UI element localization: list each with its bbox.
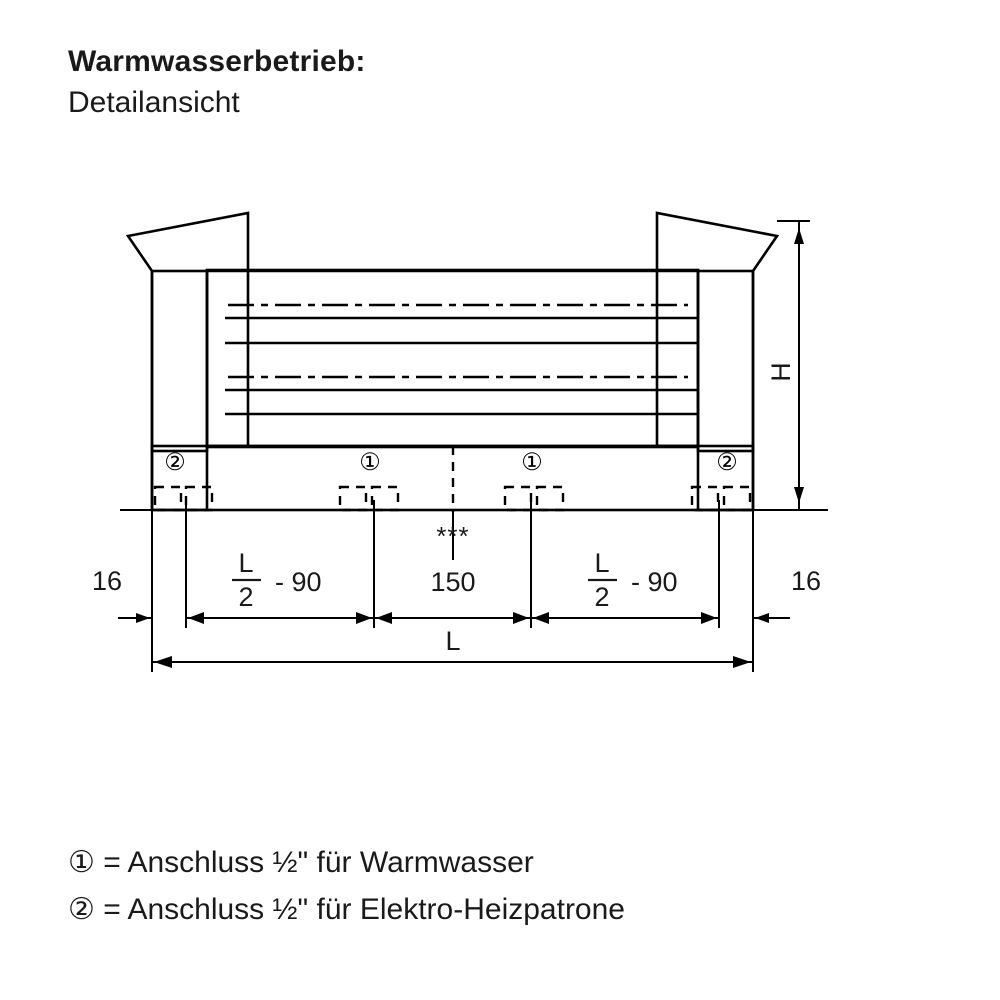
legend-item-2 [68, 887, 968, 934]
legend-marker-1: ① [68, 846, 95, 879]
label-segment-left-numerator: L [238, 548, 254, 578]
dim-seg-right-arrow-start [533, 612, 549, 624]
label-edge-right: 16 [790, 566, 822, 596]
marker-inner-left: ① [359, 449, 381, 476]
dim-16-left-arrow [136, 613, 150, 623]
label-segment-right-suffix: - 90 [631, 567, 678, 597]
dimension-row-segments [118, 612, 790, 624]
total-length-arrow-right [733, 656, 751, 668]
port-outer-left [155, 487, 212, 510]
height-label: H [766, 362, 796, 382]
label-segment-right-denominator: 2 [594, 582, 610, 612]
label-segment-left [232, 548, 322, 612]
dim-seg-center-arrow-start [376, 612, 392, 624]
marker-outer-right: ② [716, 449, 738, 476]
marker-inner-right: ① [521, 449, 543, 476]
total-length-arrow-left [154, 656, 172, 668]
label-segment-left-denominator: 2 [238, 582, 254, 612]
legend-marker-2: ② [68, 892, 95, 926]
label-segment-center: 150 [430, 567, 476, 597]
port-outer-right [692, 487, 750, 510]
dim-seg-right-arrow-end [701, 612, 717, 624]
dim-16-right-arrow [755, 613, 769, 623]
height-arrow-bottom [794, 487, 804, 503]
legend-text-2: = Anschluss ½" für Elektro-Heizpatrone [103, 892, 625, 926]
inner-panel-rect [207, 270, 698, 447]
label-center-note: *** [436, 521, 470, 551]
height-arrow-top [794, 228, 804, 244]
page-title: Warmwasserbetrieb: [68, 45, 366, 78]
legend-text-1: = Anschluss ½" für Warmwasser [103, 846, 534, 879]
body-right-column [698, 271, 753, 451]
marker-outer-left: ② [164, 449, 186, 476]
body-left-column [152, 271, 207, 451]
dim-seg-center-arrow-end [513, 612, 529, 624]
total-length-label: L [445, 626, 461, 656]
port-inner-left [340, 487, 398, 510]
dimension-total-length [152, 626, 753, 668]
body-left-upright [128, 213, 248, 510]
label-segment-left-suffix: - 90 [275, 567, 322, 597]
label-edge-left: 16 [91, 566, 123, 596]
dimension-height [753, 221, 810, 510]
legend-item-1 [68, 840, 968, 887]
inner-panel [207, 270, 698, 447]
port-inner-right [505, 487, 563, 510]
label-segment-right [588, 548, 678, 612]
legend [68, 840, 968, 933]
page-subtitle: Detailansicht [68, 85, 240, 119]
label-segment-right-numerator: L [594, 548, 610, 578]
dim-seg-left-arrow-start [188, 612, 204, 624]
dim-seg-left-arrow-end [356, 612, 372, 624]
